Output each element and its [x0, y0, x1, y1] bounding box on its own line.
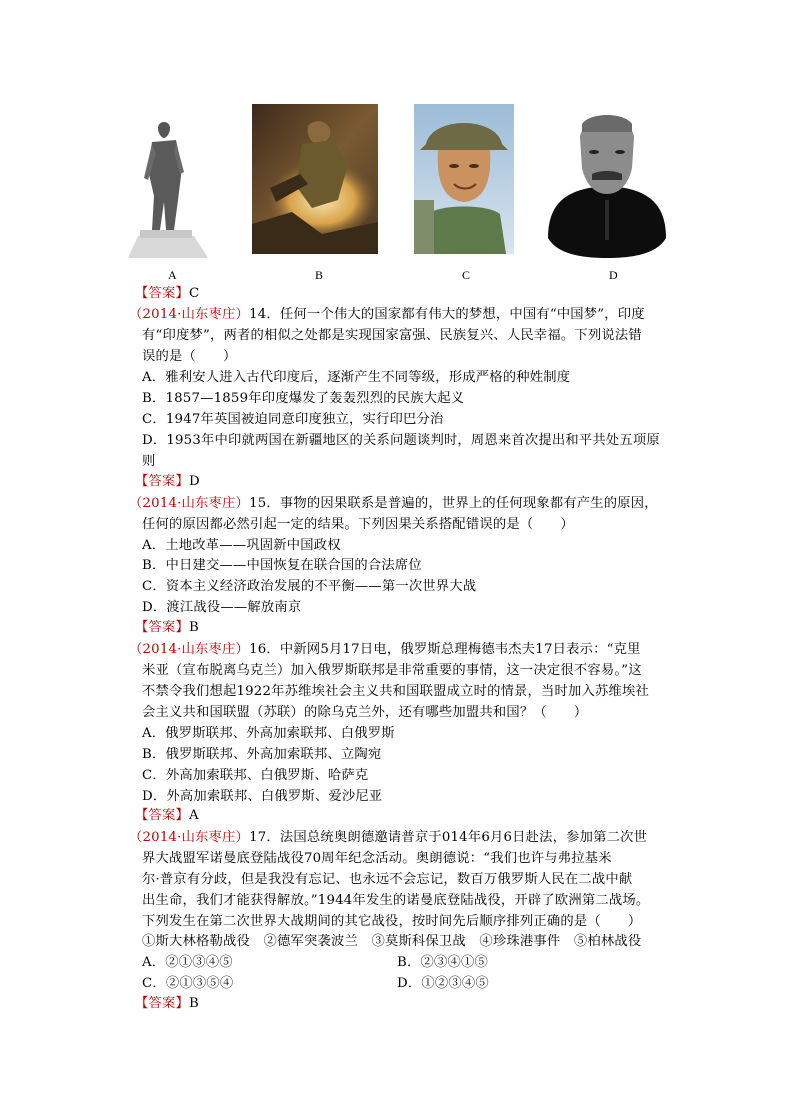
q14-stem-line-3: 误的是（ ） [142, 349, 237, 364]
q17-stem-line-5: 下列发生在第二次世界大战期间的其它战役，按时间先后顺序排列正确的是（ ） [142, 914, 642, 929]
q14-stem-line-2: 有“印度梦”，两者的相似之处都是实现国家富强、民族复兴、人民幸福。下列说法错 [142, 328, 642, 343]
q14-option-c: C．1947年英国被迫同意印度独立，实行印巴分治 [142, 412, 444, 427]
q15-stem-line-1: （2014·山东枣庄）15．事物的因果联系是普遍的，世界上的任何现象都有产生的原因， [129, 496, 658, 511]
q16-stem-line-2: 米亚（宣布脱离乌克兰）加入俄罗斯联邦是非常重要的事情，这一决定很不容易。”这 [142, 663, 642, 678]
q17-answer-line [135, 994, 199, 1014]
q16-option-c: C．外高加索联邦、白俄罗斯、哈萨克 [142, 768, 369, 783]
q16-option-b: B．俄罗斯联邦、外高加索联邦、立陶宛 [142, 747, 382, 762]
q13-answer-line [135, 284, 199, 304]
question-source: （2014·山东枣庄） [129, 307, 250, 322]
q16-stem-line-4: 会主义共和国联盟（苏联）的除乌克兰外，还有哪些加盟共和国？（ ） [142, 705, 588, 720]
answer-tag: 【答案】 [135, 996, 189, 1011]
answer-tag: 【答案】 [135, 808, 189, 823]
question-source: （2014·山东枣庄） [129, 830, 250, 845]
q17-stem-line-3: 尔·普京有分歧，但是我没有忘记、也永远不会忘记，数百万俄罗斯人民在二战中献 [142, 872, 633, 887]
soldier-photo-image [414, 104, 514, 254]
q14-option-d: D．1953年中印就两国在新疆地区的关系问题谈判时，周恩来首次提出和平共处五项原 [142, 433, 660, 448]
answer-value: C [189, 286, 200, 301]
q17-option-a: A．②①③④⑤ [142, 955, 233, 970]
answer-value: B [189, 996, 199, 1011]
statue-image [118, 108, 214, 258]
question-source: （2014·山东枣庄） [129, 642, 250, 657]
q14-option-b: B．1857—1859年印度爆发了轰轰烈烈的民族大起义 [142, 391, 465, 406]
figure-label-c: C [462, 268, 471, 282]
portrait-image [546, 108, 668, 258]
answer-tag: 【答案】 [135, 286, 189, 301]
q16-stem-line-3: 不禁令我们想起1922年苏维埃社会主义共和国联盟成立时的情景，当时加入苏维埃社 [142, 684, 650, 699]
q15-option-d: D．渡江战役——解放南京 [142, 600, 302, 615]
q16-stem-line-1: （2014·山东枣庄）16．中新网5月17日电，俄罗斯总理梅德韦杰夫17日表示：“克里 [129, 642, 641, 657]
q17-option-c: C．②①③⑤④ [142, 976, 234, 991]
q17-stem-line-4: 出生命，我们才能获得解放。”1944年发生的诺曼底登陆战役，开辟了欧洲第二战场。 [142, 893, 650, 908]
q14-option-a: A．雅利安人进入古代印度后，逐渐产生不同等级，形成严格的种姓制度 [142, 370, 571, 385]
q17-stem-line-6: ①斯大林格勒战役 ②德军突袭波兰 ③莫斯科保卫战 ④珍珠港事件 ⑤柏林战役 [142, 934, 642, 949]
q17-stem-line-1: （2014·山东枣庄）17．法国总统奥朗德邀请普京于014年6月6日赴法，参加第二次世 [129, 830, 648, 845]
answer-tag: 【答案】 [135, 474, 189, 489]
figure-label-a: A [168, 268, 177, 282]
q16-option-d: D．外高加索联邦、白俄罗斯、爱沙尼亚 [142, 789, 383, 804]
q17-option-b: B．②③④①⑤ [397, 955, 488, 970]
q16-option-a: A．俄罗斯联邦、外高加索联邦、白俄罗斯 [142, 726, 395, 741]
figure-label-b: B [315, 268, 324, 282]
q14-stem-line-1: （2014·山东枣庄）14．任何一个伟大的国家都有伟大的梦想，中国有“中国梦”，印度 [129, 307, 645, 322]
q16-answer-line [135, 806, 199, 826]
q17-stem-line-2: 界大战盟军诺曼底登陆战役70周年纪念活动。奥朗德说：“我们也许与弗拉基米 [142, 851, 612, 866]
q15-option-b: B．中日建交——中国恢复在联合国的合法席位 [142, 558, 422, 573]
answer-tag: 【答案】 [135, 620, 189, 635]
answer-value: A [189, 808, 199, 823]
q17-option-d: D．①②③④⑤ [397, 976, 489, 991]
answer-value: D [189, 474, 200, 489]
answer-value: B [189, 620, 199, 635]
q15-answer-line [135, 618, 199, 638]
q15-option-c: C．资本主义经济政治发展的不平衡——第一次世界大战 [142, 579, 477, 594]
q15-stem-line-2: 任何的原因都必然引起一定的结果。下列因果关系搭配错误的是（ ） [142, 517, 574, 532]
q14-option-d-cont: 则 [142, 454, 156, 469]
figure-label-d: D [609, 268, 618, 282]
painting-image [252, 104, 378, 254]
q15-option-a: A．土地改革——巩固新中国政权 [142, 538, 341, 553]
question-source: （2014·山东枣庄） [129, 496, 250, 511]
figure-row [118, 100, 678, 290]
q14-answer-line [135, 472, 200, 492]
